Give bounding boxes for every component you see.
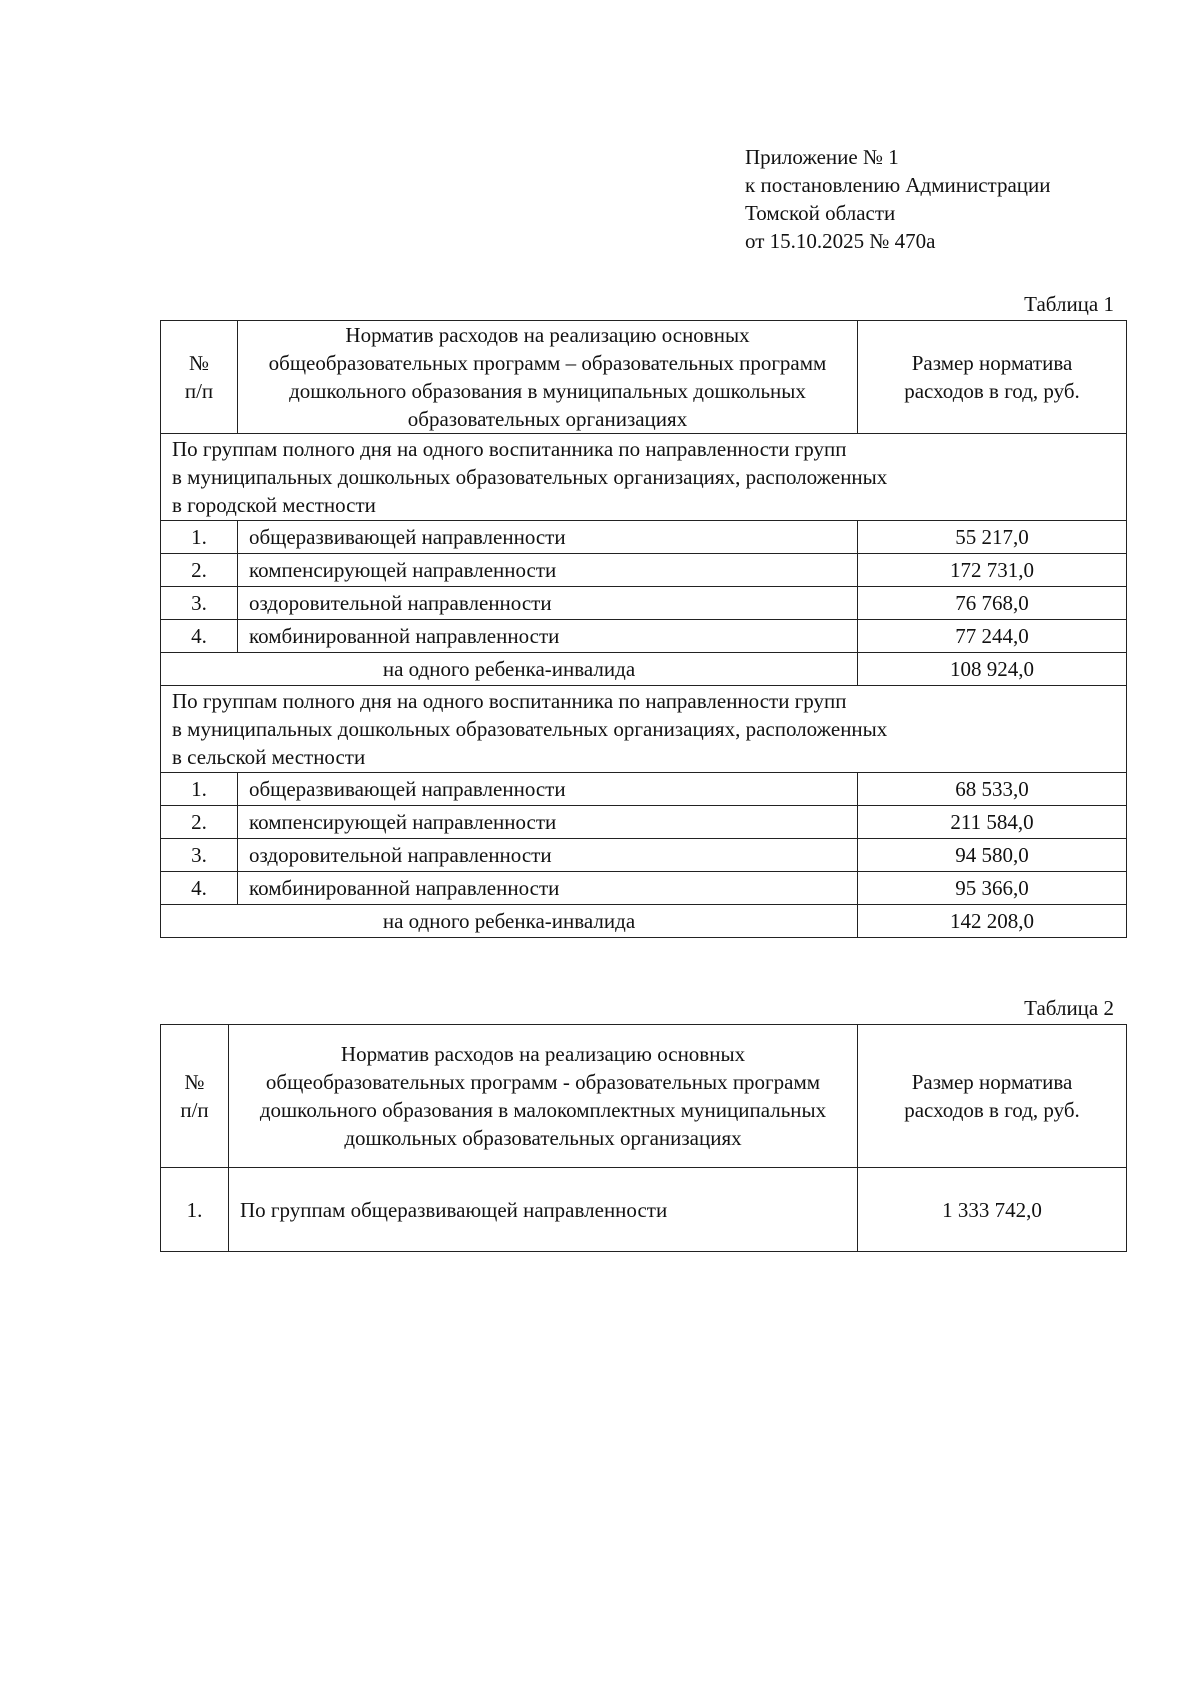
section-title-urban: По группам полного дня на одного воспитанника по направленности групп в муниципальных дошкольных образовательных организациях, расположенных в городской местности	[161, 434, 1127, 521]
row-name: комбинированной направленности	[238, 620, 858, 653]
table-row	[161, 839, 1127, 872]
table1	[160, 320, 1127, 938]
row-num: 4.	[161, 872, 238, 905]
row-name: общеразвивающей направленности	[238, 773, 858, 806]
section-row	[161, 686, 1127, 773]
table-row	[161, 773, 1127, 806]
col-header-name: Норматив расходов на реализацию основных общеобразовательных программ - образовательных программ дошкольного образования в малокомплектных муниципальных дошкольных образовательных организациях	[229, 1025, 858, 1168]
col-header-num: № п/п	[161, 1025, 229, 1168]
disabled-child-label: на одного ребенка-инвалида	[161, 905, 858, 938]
row-value: 211 584,0	[858, 806, 1127, 839]
row-num: 1.	[161, 773, 238, 806]
row-num: 3.	[161, 587, 238, 620]
row-name: общеразвивающей направленности	[238, 521, 858, 554]
table-row	[161, 806, 1127, 839]
section-title-rural: По группам полного дня на одного воспитанника по направленности групп в муниципальных дошкольных образовательных организациях, расположенных в сельской местности	[161, 686, 1127, 773]
table-row	[161, 620, 1127, 653]
row-num: 3.	[161, 839, 238, 872]
table-row	[161, 1168, 1127, 1252]
col-header-num: № п/п	[161, 321, 238, 434]
row-value: 94 580,0	[858, 839, 1127, 872]
table-row	[161, 521, 1127, 554]
appendix-line: Томской области	[745, 201, 896, 225]
row-value: 1 333 742,0	[858, 1168, 1127, 1252]
row-num: 1.	[161, 521, 238, 554]
col-header-value: Размер норматива расходов в год, руб.	[858, 1025, 1127, 1168]
row-name: компенсирующей направленности	[238, 554, 858, 587]
row-name: оздоровительной направленности	[238, 587, 858, 620]
disabled-child-value: 142 208,0	[858, 905, 1127, 938]
row-num: 1.	[161, 1168, 229, 1252]
row-name: компенсирующей направленности	[238, 806, 858, 839]
table2-caption: Таблица 2	[1024, 996, 1114, 1020]
appendix-line: к постановлению Администрации	[745, 173, 1051, 197]
table2-header-row	[161, 1025, 1127, 1168]
table-row	[161, 872, 1127, 905]
row-value: 55 217,0	[858, 521, 1127, 554]
table-row	[161, 587, 1127, 620]
col-header-name: Норматив расходов на реализацию основных общеобразовательных программ – образовательных программ дошкольного образования в муниципальных дошкольных образовательных организациях	[238, 321, 858, 434]
row-name: комбинированной направленности	[238, 872, 858, 905]
table1-caption: Таблица 1	[1024, 292, 1114, 316]
appendix-line: Приложение № 1	[745, 145, 899, 169]
disabled-child-row	[161, 905, 1127, 938]
table1-header-row	[161, 321, 1127, 434]
table2	[160, 1024, 1127, 1252]
row-value: 76 768,0	[858, 587, 1127, 620]
appendix-line: от 15.10.2025 № 470а	[745, 229, 936, 253]
disabled-child-value: 108 924,0	[858, 653, 1127, 686]
col-header-value: Размер норматива расходов в год, руб.	[858, 321, 1127, 434]
row-name: оздоровительной направленности	[238, 839, 858, 872]
disabled-child-row	[161, 653, 1127, 686]
row-value: 95 366,0	[858, 872, 1127, 905]
table-row	[161, 554, 1127, 587]
row-value: 68 533,0	[858, 773, 1127, 806]
appendix-header	[745, 143, 1051, 255]
row-num: 2.	[161, 554, 238, 587]
row-num: 4.	[161, 620, 238, 653]
row-value: 172 731,0	[858, 554, 1127, 587]
row-name: По группам общеразвивающей направленности	[229, 1168, 858, 1252]
row-value: 77 244,0	[858, 620, 1127, 653]
disabled-child-label: на одного ребенка-инвалида	[161, 653, 858, 686]
row-num: 2.	[161, 806, 238, 839]
section-row	[161, 434, 1127, 521]
